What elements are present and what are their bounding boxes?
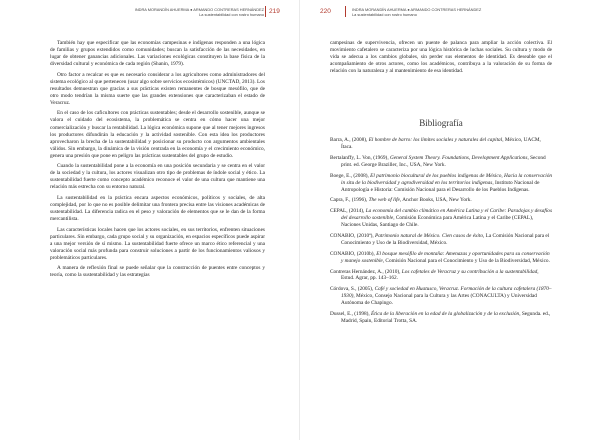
reference-title: Café y sociedad en Huatusco, Veracruz. Formación de la cultura cafetalera (1870–1930) (341, 286, 552, 300)
bibliography-entry (330, 251, 552, 265)
reference-title: General System Theory. Foundations, Development Applications (389, 154, 528, 161)
bibliography-entry (330, 155, 552, 169)
reference-title: Ética de la liberación en la edad de la globalización y de la exclusión (371, 311, 520, 318)
right-running-header (352, 7, 481, 18)
reference-author: Bertalanffy, L. Von, (1969), (330, 154, 390, 161)
reference-title: El patrimonio biocultural de los pueblos indígenas de México, Hacia la conservación in situ de la biodiversidad y agrodiversidad en los territorios indígenas (341, 172, 553, 186)
reference-author: Boege, E., (2008), (330, 172, 371, 179)
bibliography-heading: Bibliografía (419, 118, 463, 128)
reference-author: Contreras Hernández, A., (2010), (330, 268, 402, 275)
paragraph: Cuando la sustentabilidad pone a la economía en una posición secundaria y se centra en el valor de la sociedad y la cultura, los actores visualizan otro tipo de problemas de índole social y ético. La sustentabilidad fuerte como concepto académico reconoce el valor de una cultura que mantiene una relación más estrecha con su entorno natural. (50, 163, 265, 191)
paragraph: A manera de reflexión final se puede señalar que la construcción de puentes entre conceptos y teoría, como la sustentabilidad y las estrategias (50, 265, 265, 279)
reference-publisher: , Second print. ed. George Braziller, Inc., USA, New York. (341, 154, 546, 168)
reference-publisher: , La Comisión Nacional para el Conocimiento y Uso de la Biodiversidad, México. (341, 232, 550, 246)
right-page (300, 0, 600, 440)
reference-title: La economía del cambio climático en América Latina y el Caribe: Paradojas y desafíos del desarrollo sostenible (341, 208, 553, 222)
reference-publisher: , Anchor Books, USA, New York. (399, 197, 472, 204)
reference-author: Capra, F., (1996), (330, 197, 369, 204)
bibliography-entry (330, 173, 552, 194)
reference-publisher: , Comisión Nacional para el Conocimiento y Uso de la Biodiversidad, México. (382, 257, 550, 264)
reference-title: El bosque mesófilo de montaña: Amenazas y oportunidades para su conservación y manejo sostenible (341, 250, 550, 264)
left-header-authors: INDRA MORANDÍN AHUERMA ● ARMANDO CONTRERAS HERNÁNDEZ (134, 7, 264, 12)
reference-author: CONABIO, (2010ª), (330, 232, 376, 239)
reference-author: Dussel, E., (1998), (330, 311, 372, 318)
left-page-number: 219 (269, 8, 280, 15)
paragraph: En el caso de los caficultores con prácticas sustentables; desde el desarrollo sostenible, aunque se valora el cuidado del ecosistema, la problemática se centra en cómo hacer una mejor comercialización y buscar la rentabilidad. La lógica económica supone que al tener mejores ingresos los productores difundirán la educación y la actividad sostenible. Con esta idea los productores aprovecharon la brecha de la sustentabilidad y posicionar su producto con argumentos ambientales válidos. Sin embargo, la dinámica de la visión centrada en la economía y el crecimiento económico, genera una presión que pone en peligro las prácticas sustentables del grupo de estudio. (50, 110, 265, 159)
reference-title: Los cafetales de Veracruz y su contribución a la sustentabilidad (401, 268, 538, 275)
paragraph: También hay que especificar que las economías campesinas e indígenas responden a una lógica de familias y grupos extendidos como comunidades; buscan la satisfacción de las necesidades, en lugar de obtener ganancias adicionales. Las variaciones ecológicas constituyen la base física de la diversidad cultural y económica de cada región (Shanin, 1979). (50, 40, 265, 68)
right-page-number: 220 (320, 8, 331, 15)
reference-publisher: , Segunda. ed., Madrid, Spain, Editorial Trotta, SA. (341, 311, 551, 325)
reference-publisher: , México, Consejo Nacional para la Cultura y las Artes (CONACULTA) y Universidad Autónoma de Chapingo. (341, 293, 537, 307)
left-header-title: La sustentabilidad con rostro humano (199, 12, 264, 18)
bibliography-entry (330, 137, 552, 151)
bibliography-list (330, 137, 552, 329)
reference-publisher: , Instituto Nacional de Antropología e Historia: Comisión Nacional para el Desarrollo de los Pueblos Indígenas. (341, 179, 540, 193)
reference-publisher: , México, UACM, Ítaca. (341, 137, 541, 150)
bibliography-entry (330, 233, 552, 247)
right-header-authors: INDRA MORANDÍN AHUERMA ● ARMANDO CONTRERAS HERNÁNDEZ (352, 7, 482, 12)
bibliography-entry (330, 208, 552, 229)
reference-author: Barra, A., (2008), (330, 137, 369, 143)
reference-author: CONABIO, (2010b), (330, 250, 377, 257)
right-header-title: La sustentabilidad con rostro humano (352, 12, 417, 18)
left-running-header (135, 7, 264, 18)
bibliography-entry (330, 286, 552, 307)
reference-author: Córdova, S., (2005), (330, 286, 375, 293)
reference-title: Patrimonio natural de México. Cien casos de éxito (375, 232, 483, 239)
right-header-divider (345, 6, 346, 17)
reference-publisher: , Estud. Agrar, pp. 143–162. (341, 268, 539, 282)
paragraph: Otro factor a recalcar es que es necesario considerar a los agricultores como administradores del sistema ecológico al que pertenecen (usar algo sobre servicios ecosistémicos) (UNCTAD, 2013). Los resultados demuestran que gracias a sus prácticas existen remanentes de bosque mesófilo, que de otro modo tendrían la misma suerte que las grandes extensiones que caracterizaban el estado de Veracruz. (50, 71, 265, 106)
reference-title: The web of life (368, 197, 400, 204)
paragraph: Las características locales hacen que los actores sociales, en sus territorios, enfrenten situaciones particulares. Sin embargo, cada grupo social y su organización, en espacios específicos puede aspirar a una mejor versión de sí mismo. La sustentabilidad fuerte ofrece un marco ético referencial y una valoración social más profunda para construir soluciones a partir de los funcionamientos valiosos y problemáticos particulares. (50, 226, 265, 261)
bibliography-entry (330, 311, 552, 325)
left-body-text (50, 40, 265, 283)
bibliography-entry (330, 269, 552, 283)
reference-author: CEPAL, (2014), (330, 208, 366, 215)
paragraph: La sustentabilidad en la práctica encara aspectos económicos, políticos y sociales, de alta complejidad, por lo que no es posible delimitar una frontera precisa entre las visiones académicas de sustentabilidad. La diferencia radica en el peso y valoración de elementos que se le dan de la forma mercantilista. (50, 194, 265, 223)
continuation-paragraph: campesinas de supervivencia, ofrecen un puente de palanca para ampliar la acción colectiva. El movimiento cafetalero se caracteriza por una lógica histórica de luchas sociales. Su cultura y modo de vida se adecua a los cambios globales, sin perder sus elementos de identidad. Es deseable que el acompañamiento de otros actores, como los académicos, contribuya a la valoración de su forma de relación con la naturaleza y al mantenimiento de esa identidad. (330, 40, 552, 75)
left-header-divider (265, 6, 266, 17)
reference-publisher: , Comisión Económica para América Latina y el Caribe (CEPAL), Naciones Unidas, Santiago de Chile. (341, 215, 534, 229)
right-body-text (330, 40, 552, 75)
bibliography-entry (330, 197, 552, 204)
reference-title: El hombre de barro: los límites sociales y naturales del capital (368, 137, 503, 143)
